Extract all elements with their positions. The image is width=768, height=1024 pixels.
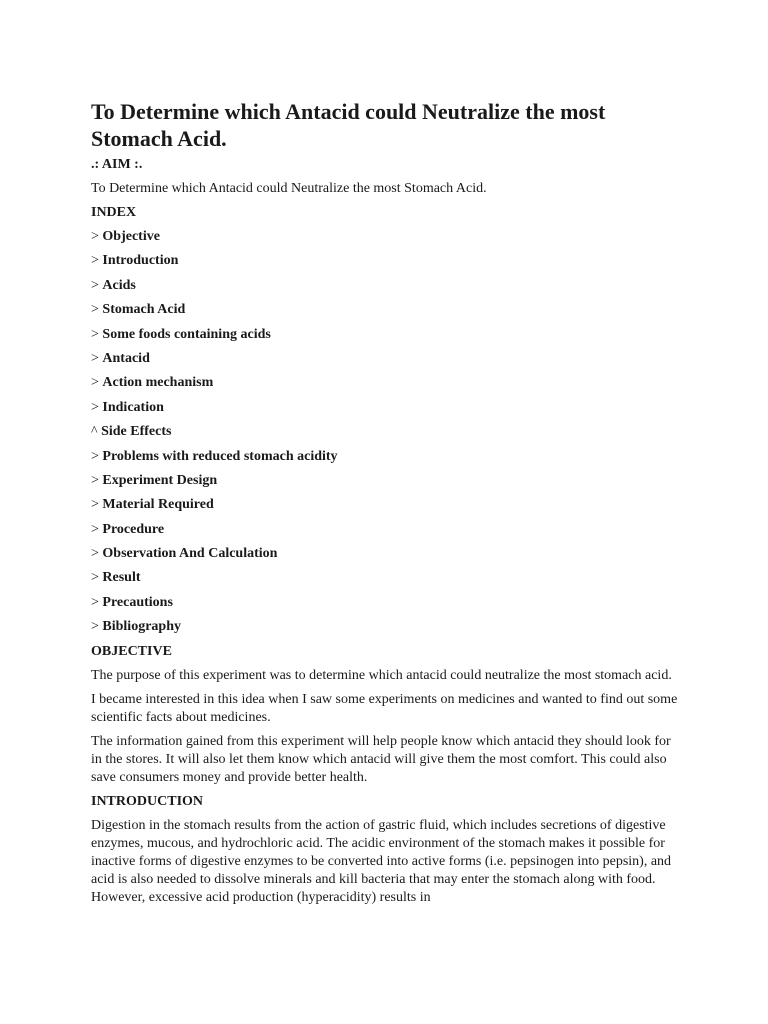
index-marker: > (91, 594, 99, 610)
index-label: Material Required (102, 497, 214, 513)
index-item-indication (91, 399, 681, 417)
index-marker: > (91, 399, 99, 415)
index-item-acids (91, 277, 681, 295)
index-marker: > (91, 302, 99, 318)
index-label: Acids (102, 277, 136, 293)
index-item-action-mechanism (91, 374, 681, 392)
index-label: Indication (102, 399, 164, 415)
index-item-material-required (91, 496, 681, 514)
index-item-objective (91, 228, 681, 246)
index-marker: > (91, 229, 99, 244)
objective-paragraph: I became interested in this idea when I saw some experiments on medicines and wanted to find out some scientific facts about medicines. (91, 691, 678, 725)
index-marker: > (91, 326, 99, 342)
index-item-precautions (91, 594, 681, 612)
index-marker: > (91, 448, 99, 464)
index-item-foods-containing-acids (91, 326, 681, 344)
index-item-antacid (91, 350, 681, 368)
index-list (91, 228, 681, 636)
document-page (91, 98, 681, 913)
index-label: Side Effects (101, 424, 172, 440)
index-label: Procedure (102, 521, 165, 537)
index-item-procedure (91, 521, 681, 539)
index-marker: > (91, 350, 99, 366)
index-marker: > (91, 619, 99, 635)
index-marker: > (91, 375, 99, 391)
index-item-reduced-acidity-problems (91, 448, 681, 466)
index-label: Action mechanism (102, 375, 214, 391)
aim-text: To Determine which Antacid could Neutralize the most Stomach Acid. (91, 181, 487, 196)
index-label: Result (102, 570, 141, 586)
index-label: Objective (102, 229, 160, 244)
index-item-bibliography (91, 618, 681, 636)
index-marker: > (91, 521, 99, 537)
index-label: Some foods containing acids (102, 326, 271, 342)
index-marker: > (91, 277, 99, 293)
document-title: To Determine which Antacid could Neutralize the most Stomach Acid. (91, 99, 606, 151)
index-marker: ^ (91, 424, 98, 440)
index-marker: > (91, 472, 99, 488)
index-marker: > (91, 497, 99, 513)
objective-paragraph: The purpose of this experiment was to determine which antacid could neutralize the most stomach acid. (91, 667, 672, 683)
index-item-stomach-acid (91, 301, 681, 319)
index-item-side-effects (91, 423, 681, 441)
index-label: Experiment Design (102, 472, 218, 488)
index-marker: > (91, 546, 99, 562)
objective-paragraph: The information gained from this experiment will help people know which antacid they should look for in the stores. It will also let them know which antacid will give them the most comfort. This could also save consumers money and provide better health. (91, 733, 671, 785)
index-label: Introduction (102, 253, 179, 269)
index-item-result (91, 569, 681, 587)
index-item-observation-calculation (91, 545, 681, 563)
index-item-introduction (91, 252, 681, 270)
index-heading: INDEX (91, 205, 137, 220)
index-label: Observation And Calculation (102, 546, 278, 562)
index-label: Problems with reduced stomach acidity (102, 448, 338, 464)
index-label: Precautions (102, 594, 173, 610)
index-item-experiment-design (91, 472, 681, 490)
index-label: Stomach Acid (102, 302, 186, 318)
index-marker: > (91, 253, 99, 269)
index-label: Antacid (102, 350, 150, 366)
index-marker: > (91, 570, 99, 586)
introduction-paragraph: Digestion in the stomach results from the action of gastric fluid, which includes secretions of digestive enzymes, mucous, and hydrochloric acid. The acidic environment of the stomach makes it possible for inactive forms of digestive enzymes to be converted into active forms (i.e. pepsinogen into pepsin), and acid is also needed to dissolve minerals and kill bacteria that may enter the stomach along with food. However, excessive acid production (hyperacidity) results in (91, 817, 672, 905)
index-label: Bibliography (102, 619, 181, 635)
objective-heading: OBJECTIVE (91, 643, 172, 659)
introduction-heading: INTRODUCTION (91, 793, 204, 809)
aim-heading: .: AIM :. (91, 157, 143, 172)
